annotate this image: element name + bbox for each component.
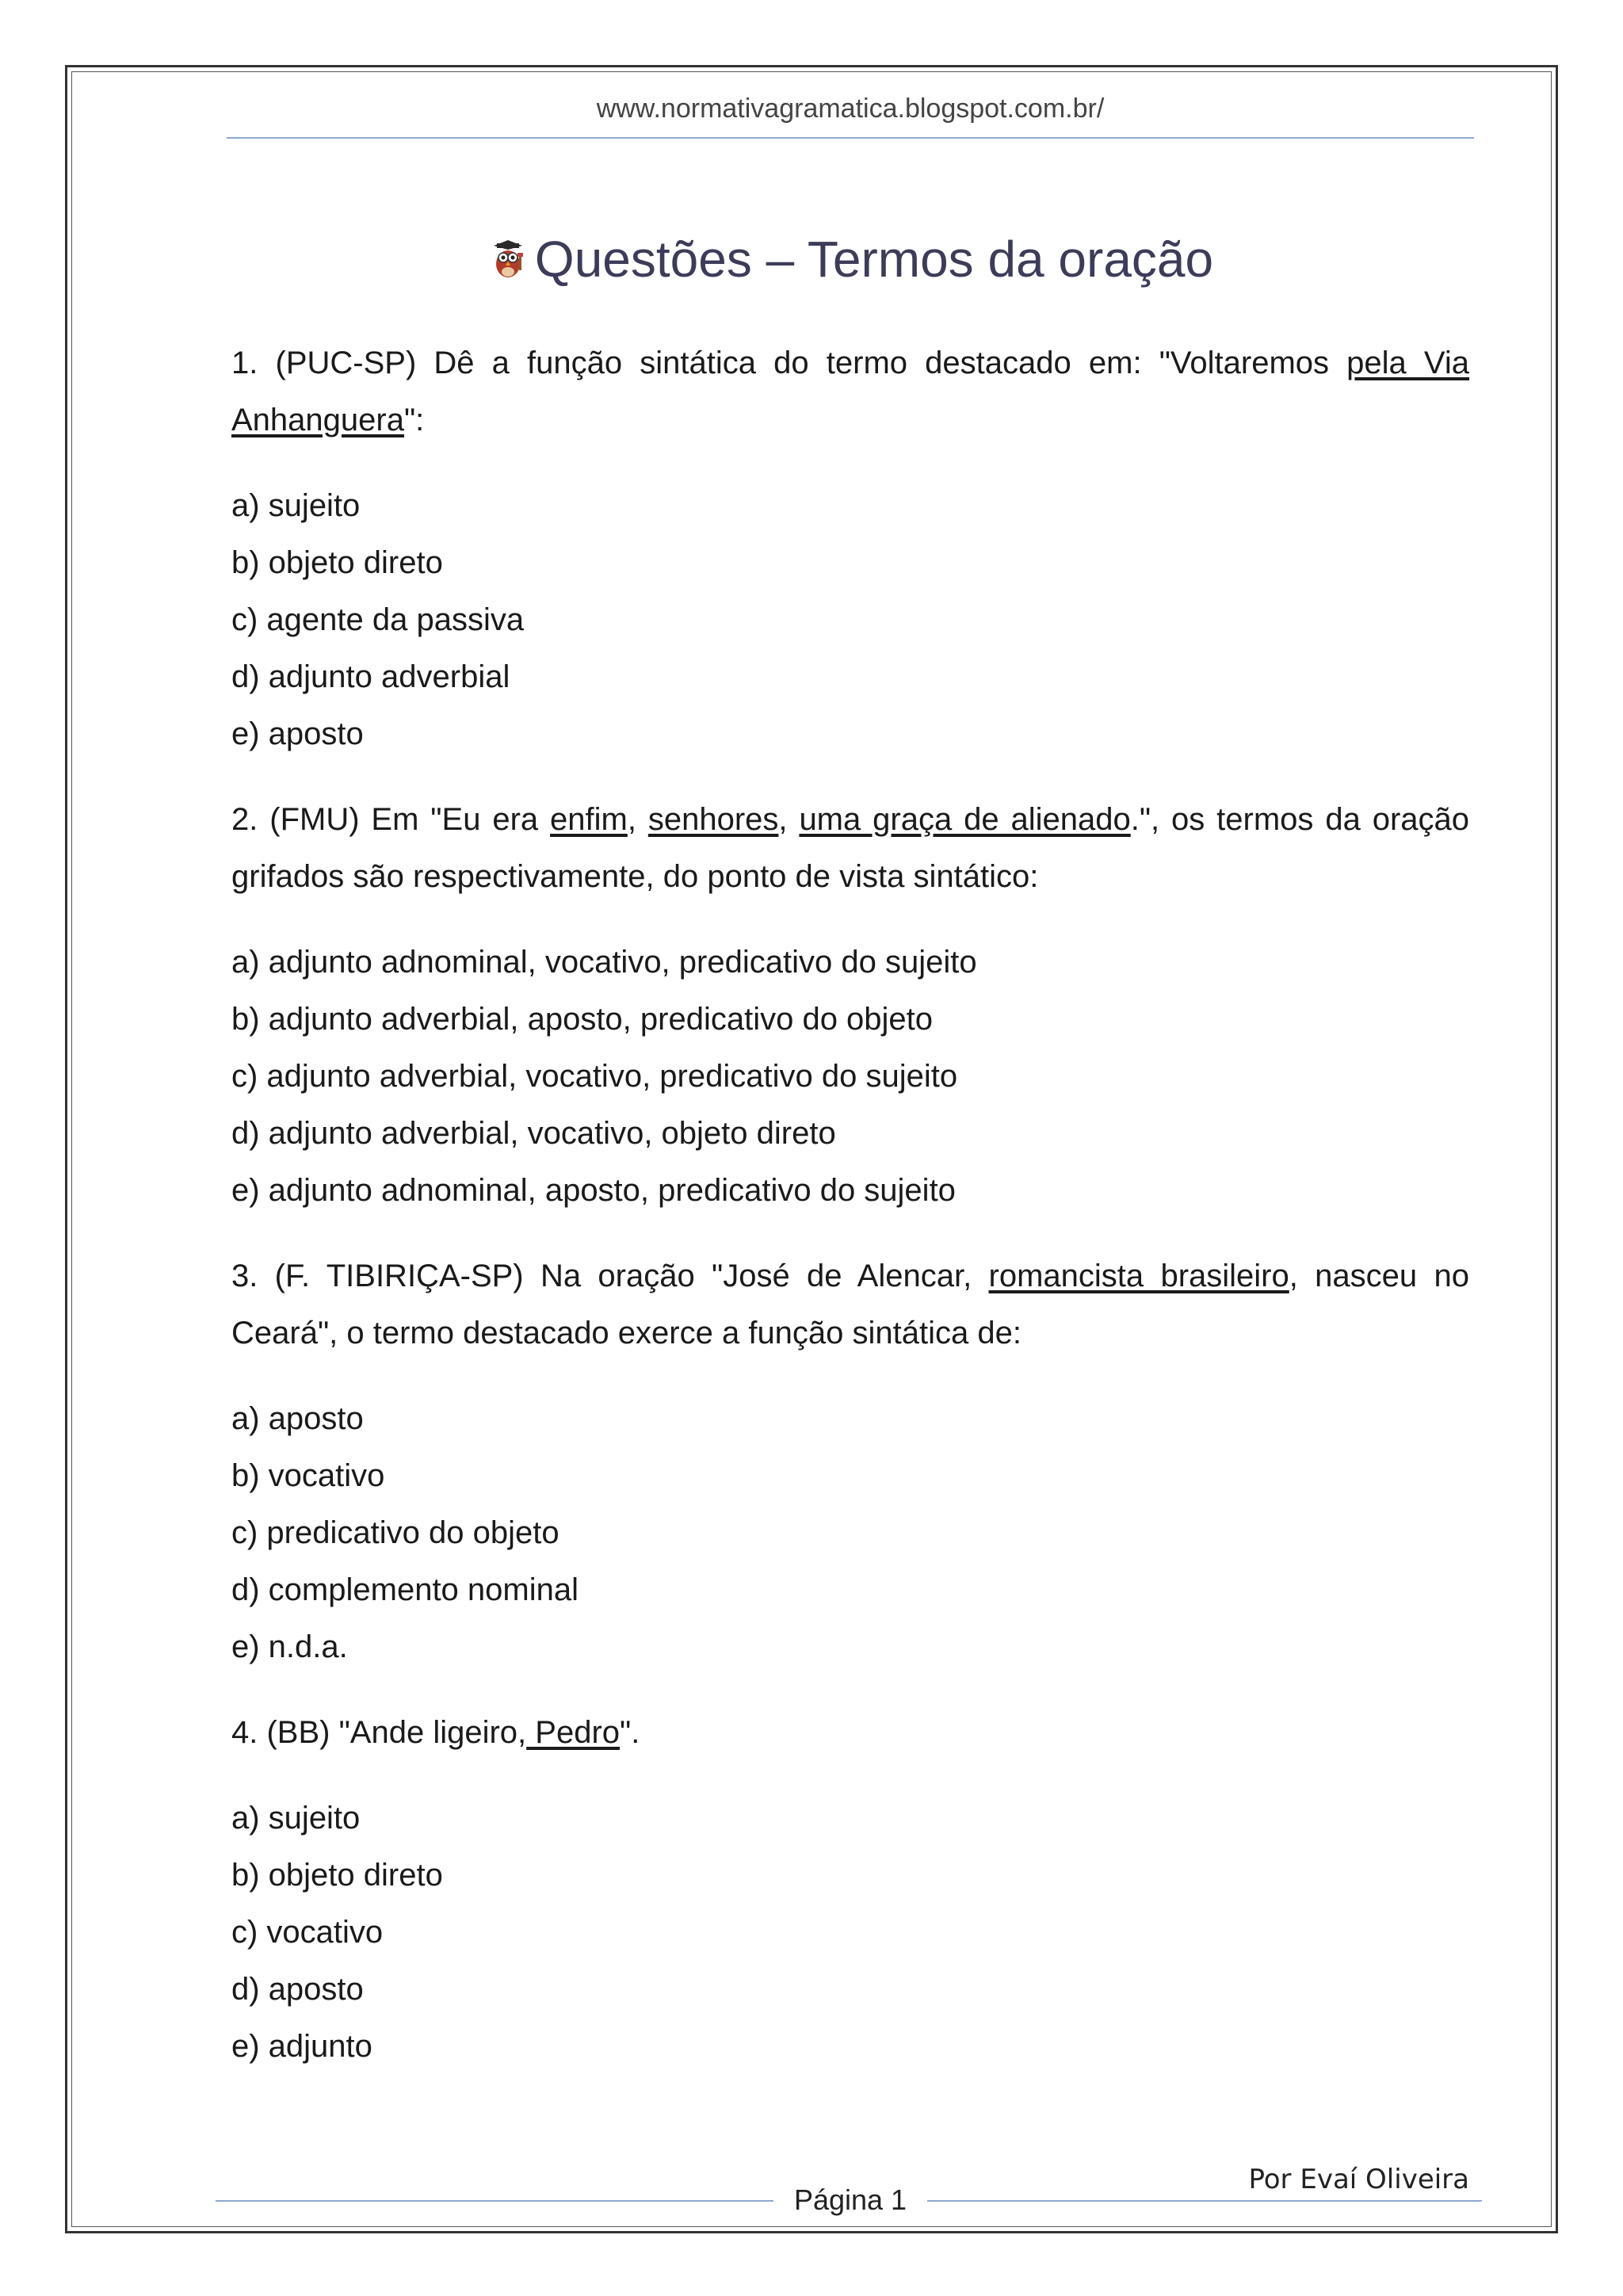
author-credit: Por Evaí Oliveira xyxy=(1248,2164,1469,2195)
highlighted-term: pela Via Anhanguera xyxy=(231,346,1470,437)
prompt-text: , xyxy=(627,802,648,837)
footer-rule-right xyxy=(927,2200,1482,2202)
prompt-text: ": xyxy=(403,403,425,437)
question-3 xyxy=(231,1247,1469,1675)
answer-option: a) aposto xyxy=(231,1401,364,1436)
question-prompt xyxy=(231,334,1469,449)
answer-options xyxy=(231,1390,1469,1675)
answer-option: e) aposto xyxy=(231,716,364,751)
answer-option: c) agente da passiva xyxy=(231,602,525,637)
answer-option: b) adjunto adverbial, aposto, predicativo do objeto xyxy=(231,1002,934,1037)
answer-option: c) vocativo xyxy=(231,1915,384,1950)
question-prompt xyxy=(231,791,1469,905)
highlighted-term: uma graça de alienado xyxy=(799,802,1131,837)
answer-options xyxy=(231,934,1469,1219)
answer-option: e) adjunto adnominal, aposto, predicativo do sujeito xyxy=(231,1173,956,1208)
highlighted-term: senhores xyxy=(647,802,779,837)
answer-option: e) adjunto xyxy=(231,2029,372,2064)
answer-option: d) aposto xyxy=(231,1972,364,2007)
answer-options xyxy=(231,477,1469,762)
header-rule xyxy=(227,137,1474,139)
owl-mascot-icon xyxy=(487,233,529,274)
answer-option: c) predicativo do objeto xyxy=(231,1515,559,1550)
prompt-text: .", os termos da oração grifados são respectivamente, do ponto de vista sintático: xyxy=(231,802,1470,894)
question-2 xyxy=(231,791,1469,1219)
answer-option: d) complemento nominal xyxy=(231,1572,579,1607)
highlighted-term: romancista brasileiro xyxy=(988,1259,1289,1293)
page-number: Página 1 xyxy=(793,2183,907,2216)
questions-list xyxy=(231,334,1469,2103)
answer-option: a) sujeito xyxy=(231,1801,361,1836)
question-prompt xyxy=(231,1704,1469,1761)
answer-option: b) objeto direto xyxy=(231,1858,443,1893)
prompt-text: 2. (FMU) Em "Eu era xyxy=(231,802,551,837)
answer-option: a) sujeito xyxy=(231,488,361,523)
question-prompt xyxy=(231,1247,1469,1362)
answer-option: d) adjunto adverbial, vocativo, objeto direto xyxy=(231,1116,836,1151)
page-title xyxy=(227,230,1474,288)
answer-option: b) vocativo xyxy=(231,1458,385,1493)
prompt-text: 1. (PUC-SP) Dê a função sintática do termo destacado em: "Voltaremos xyxy=(231,346,1347,380)
highlighted-term: enfim xyxy=(550,802,628,837)
answer-options xyxy=(231,1790,1469,2075)
answer-option: d) adjunto adverbial xyxy=(231,659,510,694)
question-1 xyxy=(231,334,1469,762)
answer-option: a) adjunto adnominal, vocativo, predicativo do sujeito xyxy=(231,945,977,980)
prompt-text: , nasceu no Ceará", o termo destacado exerce a função sintática de: xyxy=(231,1259,1469,1350)
footer-rule-left xyxy=(216,2200,773,2202)
prompt-text: 4. (BB) "Ande ligeiro, xyxy=(231,1715,527,1750)
answer-option: b) objeto direto xyxy=(231,545,443,580)
prompt-text: ". xyxy=(620,1715,640,1750)
title-text: Questões – Termos da oração xyxy=(534,231,1214,288)
prompt-text: 3. (F. TIBIRIÇA-SP) Na oração "José de Alencar, xyxy=(231,1259,989,1293)
header-url: www.normativagramatica.blogspot.com.br/ xyxy=(596,94,1105,124)
highlighted-term: Pedro xyxy=(526,1715,621,1750)
answer-option: c) adjunto adverbial, vocativo, predicativo do sujeito xyxy=(231,1059,958,1094)
answer-option: e) n.d.a. xyxy=(231,1629,348,1664)
question-4 xyxy=(231,1704,1469,2075)
prompt-text: , xyxy=(778,802,800,837)
